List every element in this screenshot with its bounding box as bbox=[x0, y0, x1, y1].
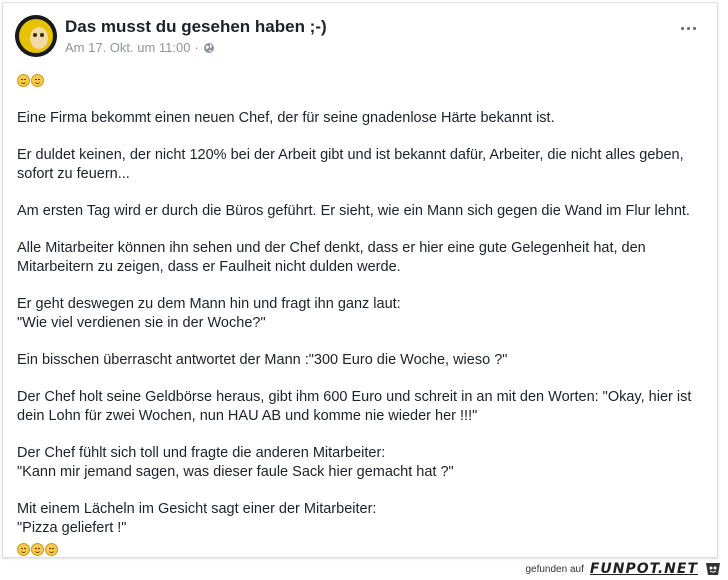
post-timestamp[interactable]: Am 17. Okt. um 11:00 bbox=[65, 40, 191, 55]
laughing-emoji-icon bbox=[31, 543, 44, 556]
post-paragraph: Eine Firma bekommt einen neuen Chef, der für seine gnadenlose Härte bekannt ist. bbox=[17, 110, 555, 126]
brand-name: FUNPOT.NET bbox=[589, 561, 698, 577]
laughing-emoji-icon bbox=[45, 543, 58, 556]
emoji-row-top bbox=[17, 74, 44, 87]
post-paragraph: Der Chef fühlt sich toll und fragte die anderen Mitarbeiter: "Kann mir jemand sagen, was dieser faule Sack hier gemacht hat ?" bbox=[17, 445, 454, 480]
found-on-label: gefunden auf bbox=[525, 563, 584, 575]
dot-icon bbox=[687, 27, 690, 30]
post-paragraph: Er geht deswegen zu dem Mann hin und fragt ihn ganz laut: "Wie viel verdienen sie in der Woche?" bbox=[17, 296, 401, 331]
post-options-button[interactable] bbox=[677, 21, 699, 35]
emoji-row-bottom bbox=[17, 543, 58, 556]
post-paragraph: Am ersten Tag wird er durch die Büros geführt. Er sieht, wie ein Mann sich gegen die Wand im Flur lehnt. bbox=[17, 203, 690, 219]
post-body bbox=[17, 109, 707, 556]
post-paragraph: Mit einem Lächeln im Gesicht sagt einer der Mitarbeiter: "Pizza geliefert !" bbox=[17, 501, 377, 536]
globe-icon[interactable] bbox=[203, 42, 215, 54]
smiley-emoji-icon bbox=[17, 74, 30, 87]
funpot-logo-icon bbox=[704, 561, 722, 577]
dot-icon bbox=[681, 27, 684, 30]
avatar-image bbox=[15, 15, 57, 57]
post-paragraph: Alle Mitarbeiter können ihn sehen und der Chef denkt, dass er hier eine gute Gelegenheit hat, den Mitarbeitern zu zeigen, dass er Faulheit nicht dulden werde. bbox=[17, 240, 646, 275]
laughing-emoji-icon bbox=[17, 543, 30, 556]
dot-icon bbox=[693, 27, 696, 30]
smiley-emoji-icon bbox=[31, 74, 44, 87]
post-paragraph: Ein bisschen überrascht antwortet der Mann :"300 Euro die Woche, wieso ?" bbox=[17, 352, 508, 368]
post-header bbox=[15, 15, 705, 65]
page-name[interactable]: Das musst du gesehen haben ;-) bbox=[65, 17, 327, 36]
post-card bbox=[2, 2, 718, 558]
post-paragraph: Der Chef holt seine Geldbörse heraus, gibt ihm 600 Euro und schreit in an mit den Worten: "Okay, hier ist dein Lohn für zwei Wochen, nun HAU AB und komme nie wieder her !!!" bbox=[17, 389, 692, 424]
post-paragraph: Er duldet keinen, der nicht 120% bei der Arbeit gibt und ist bekannt dafür, Arbeiter, die nicht alles geben, sofort zu feuern... bbox=[17, 147, 684, 182]
watermark bbox=[525, 560, 722, 578]
page-avatar[interactable] bbox=[15, 15, 57, 57]
meta-separator: · bbox=[194, 40, 199, 55]
post-meta bbox=[65, 40, 215, 55]
